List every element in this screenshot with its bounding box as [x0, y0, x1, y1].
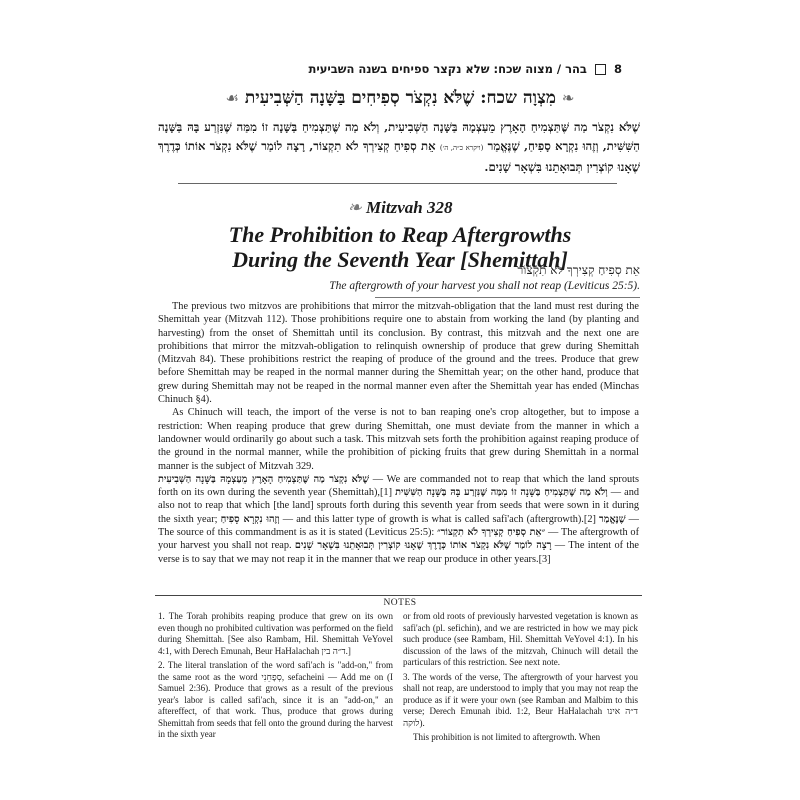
translation-text: — and this latter type of growth is what is called safi'ach (aftergrowth).[2] — [279, 513, 600, 525]
body-text — [158, 300, 639, 566]
translation-text: — and also not to reap that which [the land] sprouts forth during this seventh year from seeds that were sown in it during the sixth year; — [158, 487, 639, 525]
divider — [178, 183, 617, 184]
hebrew-text-reference: (ויקרא כ״ה, ה׳) — [439, 144, 484, 152]
translation-text: — We are commanded not to reap that which the land sprouts forth on its own during the seventh year (Shemittah),[1] — [158, 473, 640, 499]
english-title-line1: The Prohibition to Reap Aftergrowths — [228, 222, 572, 247]
flourish-right-icon: ❧ — [561, 89, 575, 107]
notes-section — [158, 611, 639, 747]
mitzvah-label-text: Mitzvah 328 — [366, 198, 453, 217]
hebrew-phrase: רָצָה לוֹמַר שֶׁלֹּא נִקְצֹר אוֹתוֹ כְּדֶרֶךְ שֶׁאָנוּ קוֹצְרִין תְּבוּאָתֵנוּ בִּשְׁאָר שָׁנִים — [294, 540, 552, 552]
note-1: 1. The Torah prohibits reaping produce that grew on its own even though no prohibited cultivation was performed on the field during Shemittah. [See also Rambam, Hil. Shemittah VeYovel 4:1, with Derech Emunah, Beur HaHalachah ד״ה בין.] — [158, 611, 393, 656]
verse-divider — [375, 297, 640, 298]
square-ornament-icon — [595, 64, 606, 75]
hebrew-phrase: ״אֵת סְפִיחַ קְצִירְךָ לֹא תִקְצוֹר״ — [437, 527, 546, 539]
body-paragraph-1: The previous two mitzvos are prohibitions that mirror the mitzvah-obligation that the land must rest during the Shemittah year (Mitzvah 112). Those prohibitions require one to abstain from working the land (by planting and harvesting) from the onset of Shemittah until its conclusion. By contrast, this mitzvah and the next one are prohibitions that mirror the mitzvah-obligation to relinquish ownership of produce that grew during Shemittah (Mitzvah 84). These prohibitions restrict the reaping of produce of the ground and the trees. Produce that grew before Shemittah may be reaped in the normal manner during the Shemittah year; on the other hand, produce that grew during Shemittah may not be reaped in the normal manner even after the Shemittah year has ended (Minchas Chinuch §4). — [158, 301, 639, 406]
notes-column-right — [403, 611, 638, 747]
body-paragraph-2: As Chinuch will teach, the import of the verse is not to ban reaping one's crop altogether, but to impose a restriction: When reaping produce that grew during Shemittah, one must deviate from the manner in which a landowner would ordinarily go about such a task. This mitzvah sets forth the prohibition against reaping produce of the ground in the normal manner, while the prohibition of picking fruits that grew during Shemittah in a normal manner is the subject of Mitzvah 329. — [158, 407, 639, 472]
note-2-continued: or from old roots of previously harvested vegetation is known as safi'ach (pl. sefichin), and we are restricted in how we may pick such produce (see Rambam, Hil. Shemittah VeYovel 4:1). In his discussion of the laws of the mitzvah, Chinuch will detail the particulars of this restriction. See next note. — [403, 611, 638, 667]
notes-column-left — [158, 611, 393, 747]
flourish-left-icon: ☙ — [225, 89, 239, 107]
hebrew-title-text: מִצְוָה שכח: שֶׁלֹּא נִקְצֹר סְפִיחִים בַּשָּׁנָה הַשְּׁבִיעִית — [244, 88, 556, 108]
hebrew-text-part1: שֶׁלֹּא נִקְצֹר מַה שֶּׁתַּצְמִיחַ הָאָרֶץ מֵעַצְמָהּ בַּשָּׁנָה הַשְּׁבִיעִית, וְלֹא מַה שֶּׁתַּצְמִיחַ בַּשָּׁנָה זוֹ מִמַּה שֶּׁנִּזְרַע בָּהּ בַּשָּׁנָה הַשִּׁשִּׁית, וְזֶהוּ נִקְרָא סָפִיחַ, שֶׁנֶּאֱמַר — [158, 120, 640, 153]
hebrew-text-part2: אֵת סְפִיחַ קְצִירְךָ לֹא תִקְצוֹר, רָצָה לוֹמַר שֶׁלֹּא נִקְצֹר אוֹתוֹ כְּדֶרֶךְ שֶׁאָנוּ קוֹצְרִין תְּבוּאָתֵנוּ בִּשְׁאָר שָׁנִים. — [158, 139, 640, 174]
flourish-icon: ❧ — [347, 198, 362, 217]
mitzvah-label — [0, 198, 800, 218]
notes-divider — [155, 595, 642, 596]
page-number: 8 — [613, 62, 622, 76]
notes-heading: NOTES — [383, 598, 417, 608]
english-title-line2: During the Seventh Year [Shemittah] — [232, 247, 568, 272]
verse-english: The aftergrowth of your harvest you shall not reap (Leviticus 25:5). — [329, 280, 640, 292]
running-head — [70, 62, 622, 76]
hebrew-title — [160, 88, 640, 108]
note-2: 2. The literal translation of the word safi'ach is "add-on," from the same root as the word סְפָחֵנִי, sefacheini — Add me on (I Samuel 2:36). Produce that grows as a result of the previous year's labor is called safi'ach, since it is an "add-on," an aftereffect, of that work. Thus, produce that grows during Shemittah from seeds that fell onto the ground during the harvest in the sixth year — [158, 660, 393, 739]
hebrew-phrase: שֶׁנֶּאֱמַר — [599, 513, 626, 525]
hebrew-phrase: שֶׁלֹּא נִקְצֹר מַה שֶּׁתַּצְמִיחַ הָאָרֶץ מֵעַצְמָהּ בַּשָּׁנָה הַשְּׁבִיעִית — [158, 473, 370, 485]
translation-text: — The intent of the verse is to say that we may not reap it in the manner that we reap our produce in other years.[3] — [158, 540, 639, 565]
running-head-text: בהר / מצוה שכח: שלא נקצר ספיחים בשנה השביעית — [308, 62, 587, 76]
note-3: 3. The words of the verse, The aftergrowth of your harvest you shall not reap, are understood to imply that you may not reap the produce as if it were your own (see Ramban and Malbim to this verse; Derech Emunah ibid. 1:2, Beur HaHalachah ד״ה אינו לוקה). — [403, 671, 638, 728]
translation-text: — The source of this commandment is as it is stated (Leviticus 25:5): — [158, 513, 639, 539]
note-3-continued: This prohibition is not limited to aftergrowth. When — [413, 732, 601, 742]
hebrew-phrase: וְלֹא מַה שֶּׁתַּצְמִיחַ בַּשָּׁנָה זוֹ מִמַּה שֶּׁנִּזְרַע בָּהּ בַּשָּׁנָה הַשִּׁשִּׁית — [395, 487, 608, 499]
english-title — [0, 222, 800, 272]
translation-text: — The aftergrowth of your harvest you shall not reap. — [158, 527, 639, 552]
hebrew-text-block — [158, 118, 640, 177]
verse-hebrew: אֵת סְפִיחַ קְצִירְךָ לֹא תִקְצוֹר — [517, 263, 640, 277]
hebrew-phrase: וְזֶהוּ נִקְרָא סָפִיחַ — [220, 513, 280, 525]
body-paragraph-3 — [158, 473, 639, 566]
